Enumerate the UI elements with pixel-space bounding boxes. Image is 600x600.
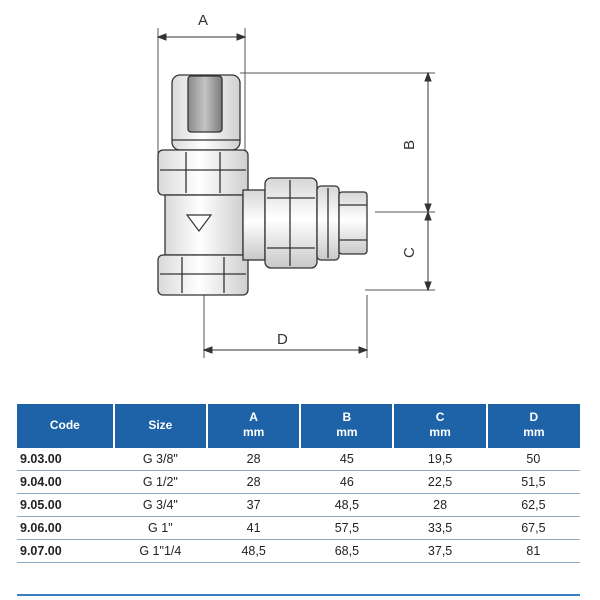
cell-a: 28 [207,471,300,494]
cell-code: 9.04.00 [17,471,114,494]
cell-a: 48,5 [207,540,300,563]
table-row [17,447,580,471]
cell-c: 22,5 [393,471,486,494]
header-code: Code [17,404,114,447]
table-row [17,471,580,494]
cell-b: 45 [300,447,393,471]
table-header-row [17,404,580,447]
cell-b: 57,5 [300,517,393,540]
header-size: Size [114,404,207,447]
cell-code: 9.07.00 [17,540,114,563]
dim-label-c: C [401,247,418,258]
cell-code: 9.03.00 [17,447,114,471]
cell-d: 50 [487,447,580,471]
cell-a: 28 [207,447,300,471]
cell-code: 9.05.00 [17,494,114,517]
cell-d: 81 [487,540,580,563]
cell-b: 48,5 [300,494,393,517]
cell-c: 37,5 [393,540,486,563]
cell-d: 62,5 [487,494,580,517]
header-d: D mm [487,404,580,447]
cell-a: 37 [207,494,300,517]
cell-d: 67,5 [487,517,580,540]
dim-label-d: D [277,331,288,348]
cell-size: G 3/4" [114,494,207,517]
header-c: C mm [393,404,486,447]
cell-d: 51,5 [487,471,580,494]
cell-code: 9.06.00 [17,517,114,540]
header-a: A mm [207,404,300,447]
valve-body [158,75,367,295]
cell-size: G 1"1/4 [114,540,207,563]
spec-table [17,404,580,563]
cell-b: 68,5 [300,540,393,563]
cell-size: G 1" [114,517,207,540]
cell-c: 19,5 [393,447,486,471]
dim-label-b: B [401,139,418,150]
dim-label-a: A [198,12,209,29]
table-row [17,494,580,517]
cell-b: 46 [300,471,393,494]
cell-c: 28 [393,494,486,517]
cell-size: G 1/2" [114,471,207,494]
table-row [17,540,580,563]
table-row [17,517,580,540]
header-b: B mm [300,404,393,447]
cell-c: 33,5 [393,517,486,540]
footer-divider [17,594,580,596]
cell-size: G 3/8" [114,447,207,471]
cell-a: 41 [207,517,300,540]
